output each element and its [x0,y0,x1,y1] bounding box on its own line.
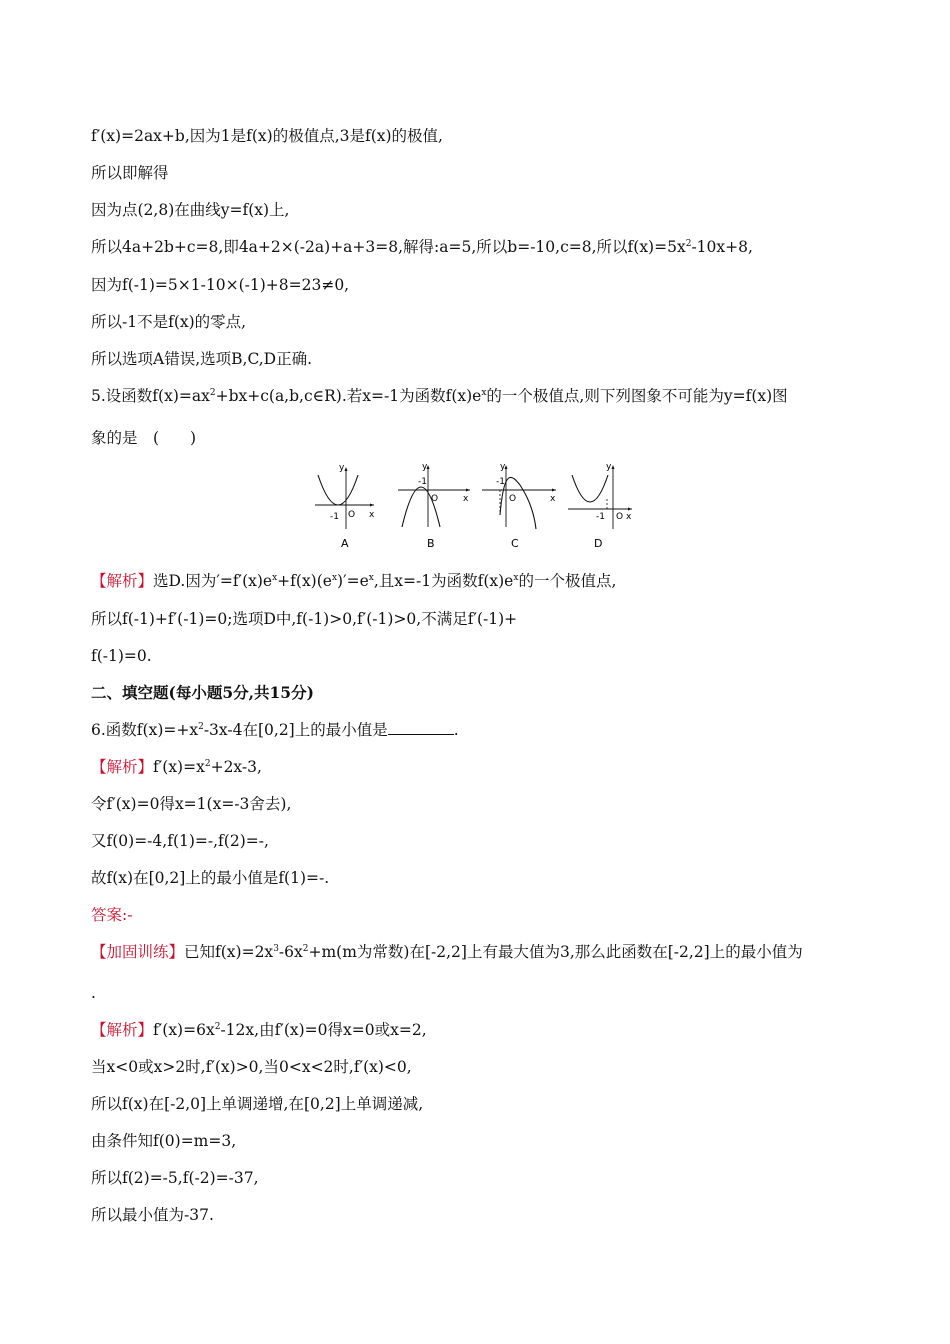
graph-c-origin: O [509,494,517,504]
graph-b-x-label: x [463,494,469,504]
solution-extra-line3: 所以f(x)在[-2,0]上单调递增,在[0,2]上单调递减, [91,1095,424,1113]
solution-extra-line4: 由条件知f(0)=m=3, [91,1132,237,1150]
analysis-tag: 【解析】 [91,1021,154,1039]
graph-b-y-label: y [422,462,428,472]
graph-b-caption: B [427,537,435,550]
extra-training-line2: . [91,984,96,1002]
answer-blank [388,720,454,735]
graph-c-x-label: x [550,494,556,504]
graph-d-y-label: y [606,462,612,472]
question-5-line2: 象的是 ( ) [91,429,197,447]
graph-d-origin: O [616,512,624,522]
text-line: 因为f(-1)=5×1-10×(-1)+8=23≠0, [91,276,350,294]
solution-6-line4: 故f(x)在[0,2]上的最小值是f(1)=-. [91,869,330,887]
solution-5-line2: 所以f(-1)+f′(-1)=0;选项D中,f(-1)>0,f′(-1)>0,不满足f′(-1)+ [91,610,518,628]
graph-a-neg-one: -1 [330,512,339,522]
solution-5: 【解析】选D.因为$'=f'(x)e^x+f(x)(e^x)'=e^x$,且x=-1为函数$f(x)e^x$的一个极值点, [91,572,617,590]
analysis-tag: 【解析】 [91,572,154,590]
solution-extra-line2: 当x<0或x>2时,f′(x)>0,当0<x<2时,f′(x)<0, [91,1058,412,1076]
text-line: 所以即解得 [91,164,169,182]
text-line: 因为点(2,8)在曲线y=f(x)上, [91,201,290,219]
graph-c-caption: C [511,537,519,550]
graph-b [398,462,470,550]
analysis-tag: 【解析】 [91,758,154,776]
section-heading: 二、填空题(每小题5分,共15分) [91,683,314,702]
graph-c [482,462,556,550]
extra-training: 【加固训练】已知$f(x)=2x^3-6x^2+m(m$为常数)在[-2,2]上有最大值为3,那么此函数在[-2,2]上的最小值为 [91,943,803,961]
question-5: 5.设函数$f(x)=ax^2+bx+c(a,b,c\in R)$.若x=-1为函数$f(x)e^x$的一个极值点,则下列图象不可能为y=f(x)图 [91,387,788,405]
text-line: 所以-1不是f(x)的零点, [91,313,247,331]
graph-d-x-label: x [626,512,632,522]
text-line: 所以选项A错误,选项B,C,D正确. [91,350,313,368]
function-graphs-figure [310,457,640,557]
graph-b-neg-one: -1 [418,477,427,487]
graph-d-neg-one: -1 [596,512,605,522]
graph-c-y-label: y [500,462,506,472]
solution-6-line2: 令f′(x)=0得x=1(x=-3舍去), [91,795,292,813]
solution-extra-line6: 所以最小值为-37. [91,1206,214,1224]
graph-a [315,463,375,550]
question-6: 6.函数$f(x)=+x^2-3x-4$在[0,2]上的最小值是 . [91,721,459,739]
answer-line: 答案:- [91,906,133,924]
graph-a-caption: A [341,537,349,550]
solution-5-line3: f(-1)=0. [91,647,152,665]
graph-a-y-label: y [339,463,345,473]
solution-extra: 【解析】$f'(x)=6x^2-12x$,由f′(x)=0得x=0或x=2, [91,1021,427,1039]
graph-a-origin: O [348,510,356,520]
solution-6: 【解析】$f'(x)=x^2+2x-3$, [91,758,262,776]
graph-c-neg-one: -1 [496,477,505,487]
graph-d-caption: D [594,537,603,550]
text-line: f′(x)=2ax+b,因为1是f(x)的极值点,3是f(x)的极值, [91,127,443,145]
text-line: 所以4a+2b+c=8,即4a+2×(-2a)+a+3=8,解得:a=5,所以b=-10,c=8,所以$f(x)=5x^2-10x+8$, [91,238,753,256]
reinforcement-tag: 【加固训练】 [91,943,185,961]
graph-a-x-label: x [369,510,375,520]
graph-b-origin: O [431,494,439,504]
solution-6-line3: 又f(0)=-4,f(1)=-,f(2)=-, [91,832,269,850]
graph-d [568,462,632,550]
solution-extra-line5: 所以f(2)=-5,f(-2)=-37, [91,1169,259,1187]
